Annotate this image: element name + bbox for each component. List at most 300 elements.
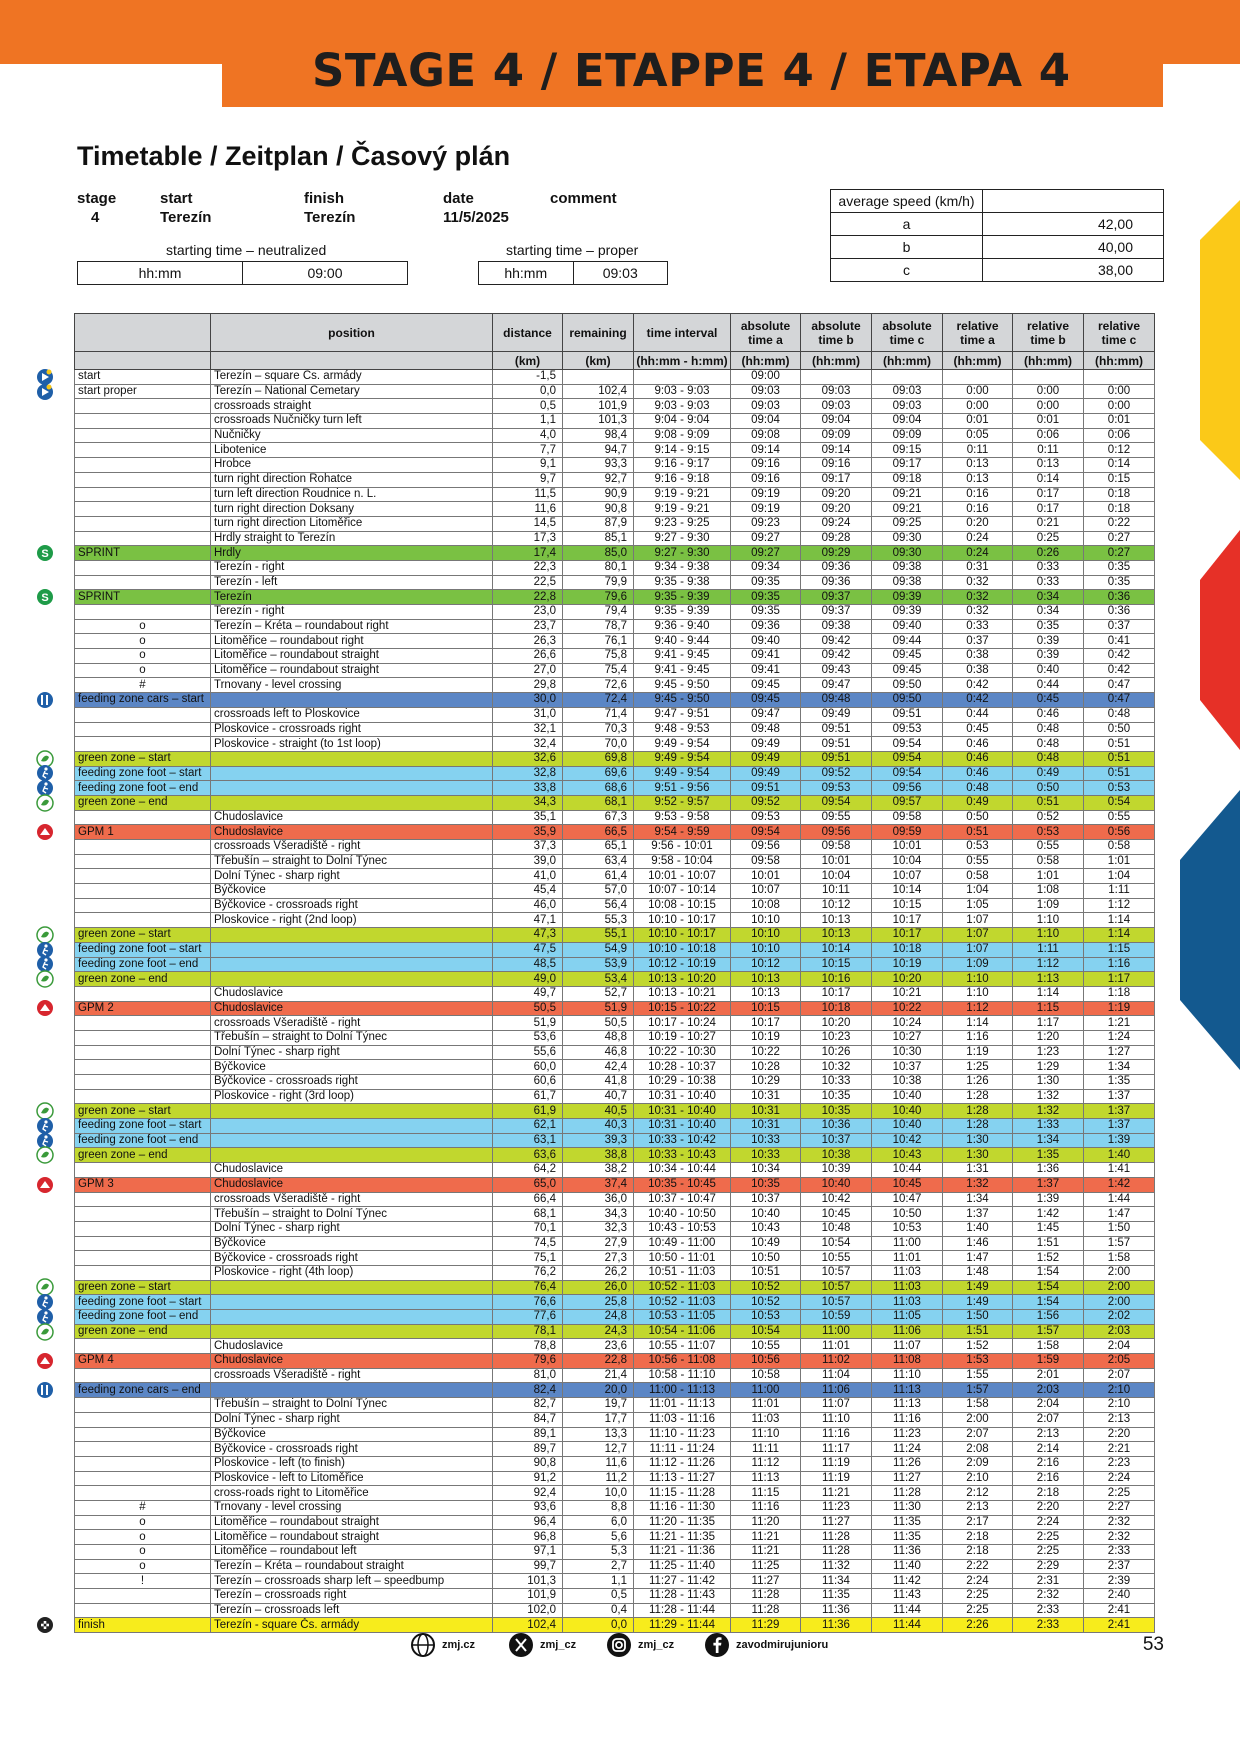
hdr-rel-c: relative time c xyxy=(1084,314,1155,352)
row-abs-c: 09:50 xyxy=(872,693,943,708)
row-abs-a: 09:03 xyxy=(731,399,801,414)
row-abs-b: 10:57 xyxy=(801,1265,872,1280)
row-rel-a: 2:10 xyxy=(943,1471,1013,1486)
row-remaining: 36,0 xyxy=(563,1192,634,1207)
speed-value: 42,00 xyxy=(983,213,1164,236)
row-rel-b: 1:20 xyxy=(1013,1030,1084,1045)
row-remaining: 78,7 xyxy=(563,619,634,634)
row-remaining: 63,4 xyxy=(563,854,634,869)
row-remaining: 79,4 xyxy=(563,605,634,620)
row-rel-c: 2:33 xyxy=(1084,1545,1155,1560)
row-position xyxy=(211,1324,493,1339)
hdr-position-unit xyxy=(211,352,493,370)
speed-value: 40,00 xyxy=(983,236,1164,259)
row-abs-c: 10:21 xyxy=(872,986,943,1001)
row-rel-b: 1:10 xyxy=(1013,913,1084,928)
table-row xyxy=(75,1089,1155,1104)
row-abs-a: 09:52 xyxy=(731,795,801,810)
row-abs-b: 10:04 xyxy=(801,869,872,884)
row-label xyxy=(75,531,211,546)
speed-row xyxy=(831,259,1164,282)
row-distance: 35,9 xyxy=(493,825,563,840)
row-position: Třebušín – straight to Dolní Týnec xyxy=(211,854,493,869)
row-label xyxy=(75,428,211,443)
row-rel-c: 1:42 xyxy=(1084,1177,1155,1192)
row-label: green zone – start xyxy=(75,1280,211,1295)
row-abs-a: 09:36 xyxy=(731,619,801,634)
row-distance: 22,8 xyxy=(493,590,563,605)
hdr-abs-a: absolute time a xyxy=(731,314,801,352)
row-label xyxy=(75,1603,211,1618)
row-label xyxy=(75,472,211,487)
row-rel-b: 2:16 xyxy=(1013,1471,1084,1486)
row-rel-b: 0:45 xyxy=(1013,693,1084,708)
row-rel-a: 0:24 xyxy=(943,531,1013,546)
row-rel-c: 0:48 xyxy=(1084,707,1155,722)
web-link[interactable] xyxy=(410,1632,475,1658)
row-abs-a: 09:49 xyxy=(731,751,801,766)
row-abs-c: 09:40 xyxy=(872,619,943,634)
row-position: cross-roads right to Litoměřice xyxy=(211,1486,493,1501)
hdr-remaining-unit: (km) xyxy=(563,352,634,370)
row-abs-c: 10:38 xyxy=(872,1075,943,1090)
row-abs-a: 09:03 xyxy=(731,384,801,399)
table-row xyxy=(75,1545,1155,1560)
row-abs-c: 09:38 xyxy=(872,560,943,575)
row-abs-a: 10:56 xyxy=(731,1354,801,1369)
row-position: crossroads straight xyxy=(211,399,493,414)
row-abs-a: 10:53 xyxy=(731,1310,801,1325)
row-position: Chudoslavice xyxy=(211,1339,493,1354)
table-row xyxy=(75,1618,1155,1633)
speed-header-empty xyxy=(983,190,1164,213)
row-abs-c: 11:43 xyxy=(872,1589,943,1604)
row-interval: 11:13 - 11:27 xyxy=(634,1471,731,1486)
row-label xyxy=(75,884,211,899)
row-rel-a: 0:16 xyxy=(943,502,1013,517)
row-rel-b: 0:53 xyxy=(1013,825,1084,840)
row-abs-b: 09:42 xyxy=(801,634,872,649)
proper-start-box xyxy=(478,261,668,285)
row-abs-c: 09:30 xyxy=(872,531,943,546)
row-abs-b: 10:39 xyxy=(801,1163,872,1178)
date-value: 11/5/2025 xyxy=(443,209,509,226)
x-text: zmj_cz xyxy=(540,1639,577,1651)
row-abs-c: 10:17 xyxy=(872,928,943,943)
table-row xyxy=(75,751,1155,766)
row-distance: 70,1 xyxy=(493,1221,563,1236)
table-row xyxy=(75,590,1155,605)
row-interval: 9:45 - 9:50 xyxy=(634,678,731,693)
row-rel-c: 1:17 xyxy=(1084,972,1155,987)
finish-flag-icon xyxy=(36,1616,54,1634)
stage-value: 4 xyxy=(91,209,100,226)
row-abs-b: 10:35 xyxy=(801,1089,872,1104)
row-remaining: 39,3 xyxy=(563,1133,634,1148)
row-position xyxy=(211,972,493,987)
row-abs-c: 09:45 xyxy=(872,649,943,664)
row-interval: 11:16 - 11:30 xyxy=(634,1500,731,1515)
row-remaining: 27,3 xyxy=(563,1251,634,1266)
row-position: Třebušín – straight to Dolní Týnec xyxy=(211,1398,493,1413)
row-abs-c: 09:54 xyxy=(872,737,943,752)
row-distance: 32,1 xyxy=(493,722,563,737)
row-distance: 61,7 xyxy=(493,1089,563,1104)
row-position: Ploskovice - right (4th loop) xyxy=(211,1265,493,1280)
row-interval: 9:16 - 9:18 xyxy=(634,472,731,487)
row-remaining: 72,4 xyxy=(563,693,634,708)
row-remaining: 87,9 xyxy=(563,516,634,531)
row-rel-a xyxy=(943,370,1013,385)
row-rel-b: 1:09 xyxy=(1013,898,1084,913)
row-remaining: 71,4 xyxy=(563,707,634,722)
row-label xyxy=(75,840,211,855)
row-rel-a: 0:31 xyxy=(943,560,1013,575)
row-abs-a: 10:29 xyxy=(731,1075,801,1090)
row-rel-c: 0:53 xyxy=(1084,781,1155,796)
row-remaining: 11,2 xyxy=(563,1471,634,1486)
row-rel-a: 0:38 xyxy=(943,649,1013,664)
row-position xyxy=(211,957,493,972)
row-abs-a: 10:17 xyxy=(731,1016,801,1031)
row-interval: 9:36 - 9:40 xyxy=(634,619,731,634)
row-label xyxy=(75,1427,211,1442)
row-abs-b: 11:01 xyxy=(801,1339,872,1354)
row-label: start proper xyxy=(75,384,211,399)
row-position: Terezín xyxy=(211,590,493,605)
row-abs-a: 10:34 xyxy=(731,1163,801,1178)
row-rel-a: 0:46 xyxy=(943,751,1013,766)
row-abs-c: 11:30 xyxy=(872,1500,943,1515)
row-distance: 75,1 xyxy=(493,1251,563,1266)
row-label: green zone – end xyxy=(75,795,211,810)
row-remaining: 21,4 xyxy=(563,1368,634,1383)
row-interval: 11:03 - 11:16 xyxy=(634,1412,731,1427)
row-remaining: 20,0 xyxy=(563,1383,634,1398)
row-abs-b: 10:23 xyxy=(801,1030,872,1045)
row-rel-c: 2:32 xyxy=(1084,1515,1155,1530)
instagram-link[interactable] xyxy=(606,1632,674,1658)
row-rel-c: 1:24 xyxy=(1084,1030,1155,1045)
table-row xyxy=(75,942,1155,957)
row-abs-b: 11:16 xyxy=(801,1427,872,1442)
row-rel-c: 0:54 xyxy=(1084,795,1155,810)
row-remaining: 23,6 xyxy=(563,1339,634,1354)
row-abs-a: 11:20 xyxy=(731,1515,801,1530)
row-abs-a: 10:49 xyxy=(731,1236,801,1251)
row-distance: 97,1 xyxy=(493,1545,563,1560)
row-abs-a: 10:31 xyxy=(731,1104,801,1119)
x-link[interactable] xyxy=(508,1632,576,1658)
row-rel-a: 0:33 xyxy=(943,619,1013,634)
row-distance: 37,3 xyxy=(493,840,563,855)
row-interval: 10:08 - 10:15 xyxy=(634,898,731,913)
row-remaining: 101,9 xyxy=(563,399,634,414)
row-rel-c: 0:35 xyxy=(1084,575,1155,590)
row-abs-b: 11:36 xyxy=(801,1603,872,1618)
row-position: Litoměřice – roundabout straight xyxy=(211,1530,493,1545)
row-position: Býčkovice - crossroads right xyxy=(211,1251,493,1266)
table-row xyxy=(75,913,1155,928)
row-rel-a: 1:07 xyxy=(943,928,1013,943)
row-rel-c: 2:02 xyxy=(1084,1310,1155,1325)
row-rel-b: 0:34 xyxy=(1013,590,1084,605)
table-row xyxy=(75,898,1155,913)
row-rel-b: 1:35 xyxy=(1013,1148,1084,1163)
row-interval: 10:10 - 10:18 xyxy=(634,942,731,957)
row-rel-b: 2:29 xyxy=(1013,1559,1084,1574)
row-rel-b: 1:12 xyxy=(1013,957,1084,972)
row-distance: 29,8 xyxy=(493,678,563,693)
row-abs-c: 10:40 xyxy=(872,1104,943,1119)
row-abs-a: 10:19 xyxy=(731,1030,801,1045)
row-position xyxy=(211,693,493,708)
row-remaining: 40,5 xyxy=(563,1104,634,1119)
row-distance: 62,1 xyxy=(493,1119,563,1134)
row-rel-a: 2:09 xyxy=(943,1456,1013,1471)
proper-start-unit: hh:mm xyxy=(479,262,574,284)
row-label: o xyxy=(75,1515,211,1530)
row-rel-a: 1:40 xyxy=(943,1221,1013,1236)
date-label: date xyxy=(443,190,474,207)
row-abs-b: 09:51 xyxy=(801,737,872,752)
row-label xyxy=(75,1045,211,1060)
page-number: 53 xyxy=(1142,1634,1164,1655)
row-abs-b: 10:13 xyxy=(801,928,872,943)
row-label xyxy=(75,1207,211,1222)
table-row xyxy=(75,1133,1155,1148)
row-remaining: 98,4 xyxy=(563,428,634,443)
row-rel-b: 0:48 xyxy=(1013,751,1084,766)
row-label: green zone – end xyxy=(75,1324,211,1339)
proper-start-caption: starting time – proper xyxy=(506,242,639,258)
row-label xyxy=(75,1236,211,1251)
row-position: Třebušín – straight to Dolní Týnec xyxy=(211,1207,493,1222)
row-rel-a: 1:49 xyxy=(943,1280,1013,1295)
row-rel-a: 1:47 xyxy=(943,1251,1013,1266)
table-row xyxy=(75,1515,1155,1530)
svg-text:S: S xyxy=(41,592,49,605)
row-abs-b: 09:48 xyxy=(801,693,872,708)
row-rel-c: 2:03 xyxy=(1084,1324,1155,1339)
row-abs-b: 09:20 xyxy=(801,502,872,517)
row-rel-a: 0:50 xyxy=(943,810,1013,825)
row-rel-b: 1:32 xyxy=(1013,1089,1084,1104)
row-abs-b: 11:10 xyxy=(801,1412,872,1427)
row-rel-a: 2:18 xyxy=(943,1530,1013,1545)
row-interval: 9:27 - 9:30 xyxy=(634,546,731,561)
row-distance: 60,0 xyxy=(493,1060,563,1075)
row-position: Trnovany - level crossing xyxy=(211,1500,493,1515)
row-rel-a: 0:38 xyxy=(943,663,1013,678)
row-distance: 76,4 xyxy=(493,1280,563,1295)
row-abs-c: 09:17 xyxy=(872,458,943,473)
row-abs-b: 10:16 xyxy=(801,972,872,987)
row-abs-a: 09:45 xyxy=(731,693,801,708)
row-label: green zone – start xyxy=(75,1104,211,1119)
row-abs-a: 09:00 xyxy=(731,370,801,385)
row-distance: 53,6 xyxy=(493,1030,563,1045)
row-rel-c: 2:21 xyxy=(1084,1442,1155,1457)
row-label xyxy=(75,1060,211,1075)
table-row xyxy=(75,663,1155,678)
row-rel-c: 2:32 xyxy=(1084,1530,1155,1545)
row-abs-b: 11:28 xyxy=(801,1545,872,1560)
hdr-rel-b-unit: (hh:mm) xyxy=(1013,352,1084,370)
table-row xyxy=(75,458,1155,473)
row-position xyxy=(211,1295,493,1310)
row-abs-c: 10:50 xyxy=(872,1207,943,1222)
row-position xyxy=(211,1148,493,1163)
row-abs-a: 09:04 xyxy=(731,414,801,429)
row-abs-a: 11:28 xyxy=(731,1603,801,1618)
row-rel-a: 0:42 xyxy=(943,678,1013,693)
row-label xyxy=(75,1163,211,1178)
row-abs-a: 10:31 xyxy=(731,1119,801,1134)
row-abs-a: 11:16 xyxy=(731,1500,801,1515)
row-position: Hrdly xyxy=(211,546,493,561)
row-position xyxy=(211,1119,493,1134)
row-position: Terezín - square Čs. armády xyxy=(211,1618,493,1633)
row-interval: 9:40 - 9:44 xyxy=(634,634,731,649)
row-abs-c: 10:17 xyxy=(872,913,943,928)
row-remaining: 75,8 xyxy=(563,649,634,664)
green-zone-icon xyxy=(36,1323,54,1341)
row-abs-a: 09:45 xyxy=(731,678,801,693)
row-abs-c: 09:30 xyxy=(872,546,943,561)
row-distance: 31,0 xyxy=(493,707,563,722)
row-abs-b: 11:36 xyxy=(801,1618,872,1633)
row-rel-c: 1:12 xyxy=(1084,898,1155,913)
row-abs-c: 10:43 xyxy=(872,1148,943,1163)
row-rel-c: 0:51 xyxy=(1084,737,1155,752)
proper-start-value: 09:03 xyxy=(602,265,638,281)
row-label xyxy=(75,1075,211,1090)
row-rel-a: 2:17 xyxy=(943,1515,1013,1530)
row-remaining: 68,1 xyxy=(563,795,634,810)
row-abs-b: 09:42 xyxy=(801,649,872,664)
row-remaining xyxy=(563,370,634,385)
row-rel-a: 0:20 xyxy=(943,516,1013,531)
row-interval: 9:03 - 9:03 xyxy=(634,399,731,414)
row-rel-c: 0:58 xyxy=(1084,840,1155,855)
row-interval: 10:33 - 10:42 xyxy=(634,1133,731,1148)
row-rel-a: 1:51 xyxy=(943,1324,1013,1339)
timetable-subtitle: Timetable / Zeitplan / Časový plán xyxy=(77,141,511,171)
row-position: Býčkovice - crossroads right xyxy=(211,1442,493,1457)
row-distance: 9,1 xyxy=(493,458,563,473)
row-rel-a: 0:53 xyxy=(943,840,1013,855)
row-label xyxy=(75,1471,211,1486)
row-interval: 11:29 - 11:44 xyxy=(634,1618,731,1633)
row-distance: -1,5 xyxy=(493,370,563,385)
row-remaining: 52,7 xyxy=(563,986,634,1001)
row-rel-a: 0:48 xyxy=(943,781,1013,796)
row-abs-c: 09:39 xyxy=(872,590,943,605)
row-abs-c: 09:03 xyxy=(872,384,943,399)
row-abs-a: 09:16 xyxy=(731,472,801,487)
row-rel-b: 1:45 xyxy=(1013,1221,1084,1236)
row-rel-b: 2:16 xyxy=(1013,1456,1084,1471)
row-distance: 7,7 xyxy=(493,443,563,458)
row-remaining: 76,1 xyxy=(563,634,634,649)
hdr-rel-b: relative time b xyxy=(1013,314,1084,352)
row-position: Terezín – crossroads sharp left – speedbump xyxy=(211,1574,493,1589)
row-position: Terezín - right xyxy=(211,605,493,620)
row-rel-b: 0:21 xyxy=(1013,516,1084,531)
row-rel-a: 1:32 xyxy=(943,1177,1013,1192)
row-interval: 9:08 - 9:09 xyxy=(634,428,731,443)
finish-value: Terezín xyxy=(304,209,356,226)
row-interval: 9:58 - 10:04 xyxy=(634,854,731,869)
row-interval: 9:35 - 9:39 xyxy=(634,590,731,605)
row-rel-a: 1:34 xyxy=(943,1192,1013,1207)
row-abs-b: 09:36 xyxy=(801,575,872,590)
row-abs-c: 10:40 xyxy=(872,1119,943,1134)
row-rel-b: 2:18 xyxy=(1013,1486,1084,1501)
row-abs-b: 10:59 xyxy=(801,1310,872,1325)
row-interval: 9:19 - 9:21 xyxy=(634,502,731,517)
row-rel-b: 2:01 xyxy=(1013,1368,1084,1383)
facebook-link[interactable] xyxy=(704,1632,828,1658)
row-label: feeding zone foot – start xyxy=(75,1119,211,1134)
row-abs-b: 09:04 xyxy=(801,414,872,429)
row-rel-c: 0:56 xyxy=(1084,825,1155,840)
row-rel-b: 1:13 xyxy=(1013,972,1084,987)
facebook-text: zavodmirujunioru xyxy=(736,1639,829,1651)
row-interval: 11:28 - 11:43 xyxy=(634,1589,731,1604)
table-row xyxy=(75,516,1155,531)
table-row xyxy=(75,1398,1155,1413)
row-rel-a: 1:16 xyxy=(943,1030,1013,1045)
row-label xyxy=(75,443,211,458)
row-label xyxy=(75,1589,211,1604)
row-abs-a: 10:28 xyxy=(731,1060,801,1075)
row-abs-c: 11:07 xyxy=(872,1339,943,1354)
row-distance: 60,6 xyxy=(493,1075,563,1090)
row-rel-c: 2:10 xyxy=(1084,1383,1155,1398)
row-distance: 55,6 xyxy=(493,1045,563,1060)
hdr-abs-b: absolute time b xyxy=(801,314,872,352)
row-abs-a: 11:29 xyxy=(731,1618,801,1633)
row-label xyxy=(75,1030,211,1045)
row-distance: 4,0 xyxy=(493,428,563,443)
row-remaining: 53,9 xyxy=(563,957,634,972)
row-abs-c: 10:47 xyxy=(872,1192,943,1207)
row-rel-b: 1:42 xyxy=(1013,1207,1084,1222)
hdr-rel-a: relative time a xyxy=(943,314,1013,352)
row-abs-a: 11:10 xyxy=(731,1427,801,1442)
row-rel-a: 1:10 xyxy=(943,972,1013,987)
table-row xyxy=(75,1354,1155,1369)
row-label xyxy=(75,810,211,825)
row-rel-a: 0:00 xyxy=(943,384,1013,399)
row-interval: 10:07 - 10:14 xyxy=(634,884,731,899)
table-row xyxy=(75,472,1155,487)
row-abs-b: 09:28 xyxy=(801,531,872,546)
row-abs-c: 10:20 xyxy=(872,972,943,987)
row-rel-c: 1:41 xyxy=(1084,1163,1155,1178)
row-abs-a: 10:51 xyxy=(731,1265,801,1280)
table-row xyxy=(75,986,1155,1001)
row-distance: 47,3 xyxy=(493,928,563,943)
row-abs-a: 09:41 xyxy=(731,663,801,678)
row-distance: 23,0 xyxy=(493,605,563,620)
row-rel-a: 0:58 xyxy=(943,869,1013,884)
table-row xyxy=(75,1574,1155,1589)
red-chevron xyxy=(1200,530,1240,750)
row-remaining: 24,8 xyxy=(563,1310,634,1325)
